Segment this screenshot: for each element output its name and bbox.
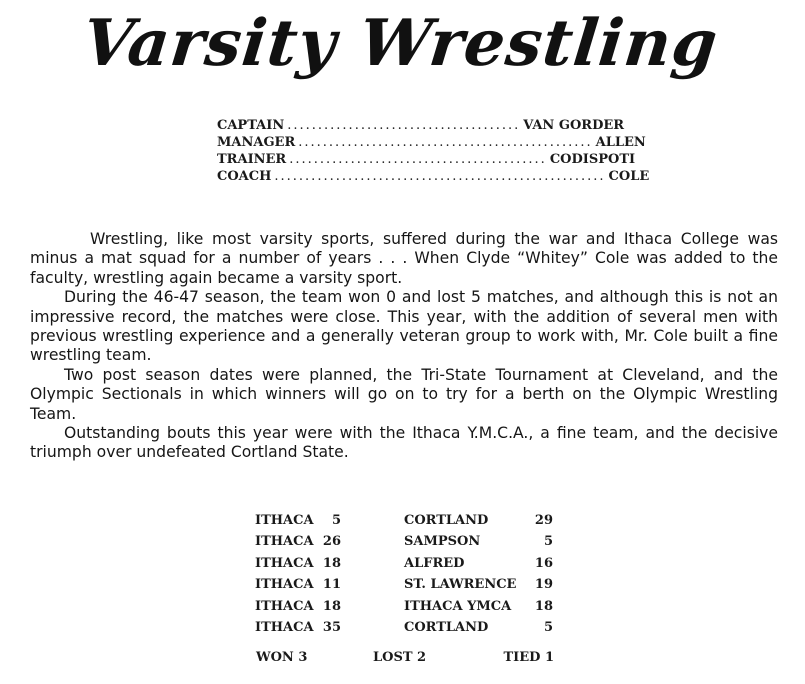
team-name: ITHACA [255,513,314,528]
opponent-name: ITHACA YMCA [404,598,512,614]
paragraph: Outstanding bouts this year were with the Ithaca Y.M.C.A., a fine team, and the decisive triumph over undefeated Cortland State. [30,424,778,462]
paragraph: Two post season dates were planned, the Tri-State Tournament at Cleveland, and the Olympic Sectionals in which winners will go on to try for a berth on the Olympic Wrestling Team. [30,365,778,423]
staff-role: MANAGER [217,135,296,150]
staff-name: VAN GORDER [523,118,625,133]
results-table [255,513,555,641]
team-score: 18 [322,555,341,571]
opponent-name: ST. LAWRENCE [404,577,517,593]
team-name: ITHACA [255,598,314,614]
team-name: ITHACA [255,577,314,593]
team-score: 5 [331,513,341,528]
leader-dots: ................................................ [298,135,593,150]
opponent-name: CORTLAND [404,619,489,635]
opponent-name: CORTLAND [404,513,489,528]
result-row [255,513,555,534]
opponent-name: SAMPSON [404,534,481,550]
staff-name: COLE [608,169,650,184]
opponent-score: 29 [534,513,553,528]
staff-row-trainer [217,151,636,168]
staff-role: TRAINER [217,152,287,167]
paragraph: Wrestling, like most varsity sports, suffered during the war and Ithaca College was minus a mat squad for a number of years . . . When Clyde “Whitey” Cole was added to the faculty, wrestling again became a varsity sport. [30,230,778,287]
staff-list [217,117,650,185]
season-record [256,650,554,670]
opponent-score: 19 [534,577,553,593]
team-score: 11 [322,577,341,593]
page-title: Varsity Wrestling [79,6,722,81]
staff-role: CAPTAIN [217,118,285,133]
team-score: 18 [322,598,341,614]
team-name: ITHACA [255,555,314,571]
paragraph: During the 46-47 season, the team won 0 and lost 5 matches, and although this is not an impressive record, the matches were close. This year, with the addition of several men with previous wrestling experience and a generally veteran group to work with, Mr. Cole built a fine wrestling team. [30,288,778,365]
staff-name: CODISPOTI [549,152,636,167]
opponent-score: 18 [534,598,553,614]
staff-row-manager [217,134,646,151]
staff-row-captain [217,117,625,134]
opponent-score: 5 [543,619,553,635]
team-name: ITHACA [255,619,314,635]
result-row [255,534,555,555]
team-name: ITHACA [255,534,314,550]
team-score: 35 [322,619,341,635]
leader-dots: ...................................... [287,118,521,133]
leader-dots: .......................................... [289,152,547,167]
team-score: 26 [322,534,341,550]
record-won: WON 3 [256,650,308,665]
record-lost: LOST 2 [373,650,427,665]
opponent-score: 5 [543,534,553,550]
leader-dots: ...................................................... [274,169,606,184]
staff-name: ALLEN [595,135,646,150]
result-row [255,556,555,577]
opponent-score: 16 [534,555,553,571]
result-row [255,620,555,641]
staff-row-coach [217,168,650,185]
result-row [255,577,555,598]
staff-role: COACH [217,169,272,184]
opponent-name: ALFRED [404,555,465,571]
article-body [30,230,778,463]
record-tied: TIED 1 [503,650,554,665]
result-row [255,599,555,620]
